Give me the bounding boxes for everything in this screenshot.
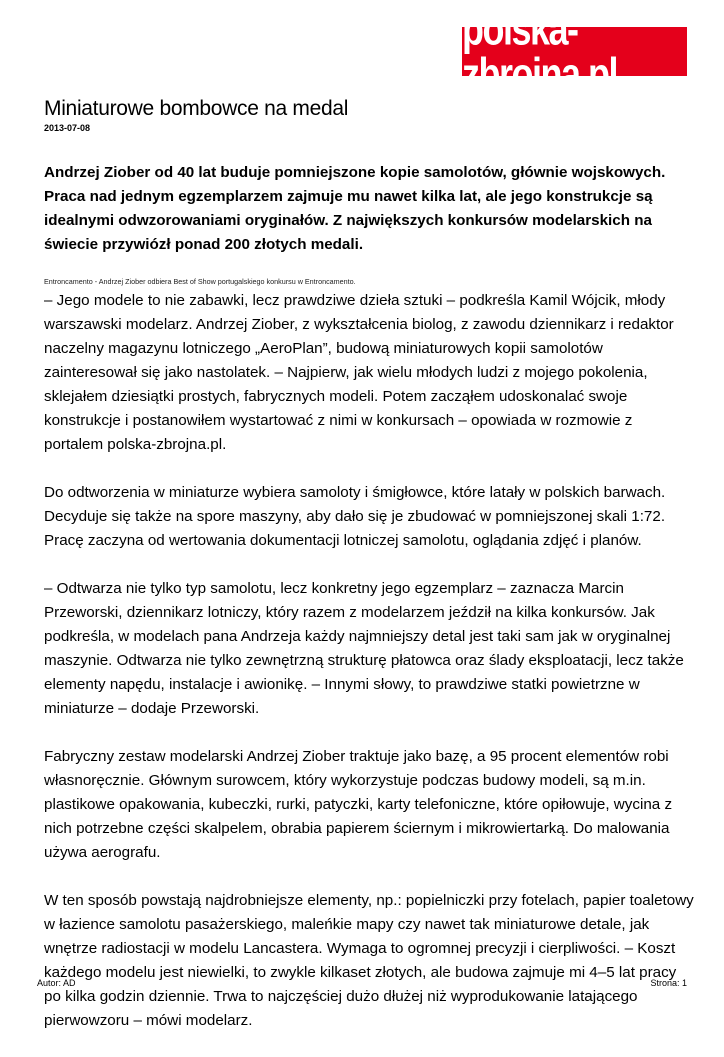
article-paragraph: W ten sposób powstają najdrobniejsze elementy, np.: popielniczki przy fotelach, papier toaletowy w łazience samolotu pasażerskiego, maleńkie mapy czy nawet tak miniaturowe detale, jak wnętrze radiostacji w modelu Lancastera. Wymaga to ogromnej precyzji i cierpliwości. – Koszt każdego modelu jest niewielki, to zwykle kilkaset złotych, ale budowa zajmuje mi 4–5 lat pracy po kilka godzin dziennie. Trwa to najczęściej dużo dłużej niż wyprodukowanie latającego pierwowzoru – mówi modelarz. <box>44 892 694 1029</box>
article-paragraph: Do odtworzenia w miniaturze wybiera samoloty i śmigłowce, które latały w polskich barwach. Decyduje się także na spore maszyny, aby dało się je zbudować w pomniejszonej skali 1:72. Pracę zaczyna od wertowania dokumentacji lotniczej samolotu, oglądania zdjęć i planów. <box>44 484 666 549</box>
site-logo-text: polska-zbrojna.pl <box>462 2 617 99</box>
article-paragraph: Fabryczny zestaw modelarski Andrzej Ziober traktuje jako bazę, a 95 procent elementów robi własnoręcznie. Głównym surowcem, który wykorzystuje podczas budowy modeli, są m.in. plastikowe opakowania, kubeczki, rurki, patyczki, karty telefoniczne, które opiłowuje, wycina z nich potrzebne części skalpelem, obrabia papierem ściernym i mikrowiertarką. Do malowania używa aerografu. <box>44 748 673 861</box>
article-lead: Andrzej Ziober od 40 lat buduje pomniejszone kopie samolotów, głównie wojskowych. Praca nad jednym egzemplarzem zajmuje mu nawet kilka lat, ale jego konstrukcje są idealnymi odwzorowaniami oryginałów. Z największych konkursów modelarskich na świecie przywiózł ponad 200 złotych medali. <box>44 164 666 253</box>
site-logo[interactable] <box>462 2 687 99</box>
footer-page-number: Strona: 1 <box>650 978 687 988</box>
article-body <box>44 289 694 1057</box>
footer-author: Autor: AD <box>37 978 76 988</box>
article-date: 2013-07-08 <box>44 123 91 133</box>
article-paragraph: – Jego modele to nie zabawki, lecz prawdziwe dzieła sztuki – podkreśla Kamil Wójcik, młody warszawski modelarz. Andrzej Ziober, z wykształcenia biolog, z zawodu dziennikarz i redaktor naczelny magazynu lotniczego „AeroPlan”, budową miniaturowych kopii samolotów zainteresował się jako nastolatek. – Najpierw, jak wielu młodych ludzi z mojego pokolenia, sklejałem dziesiątki prostych, fabrycznych modeli. Potem zacząłem udoskonalać swoje konstrukcje i postanowiłem wystartować z nimi w konkursach – opowiada w rozmowie z portalem polska-zbrojna.pl. <box>44 292 674 453</box>
article-title: Miniaturowe bombowce na medal <box>44 97 349 120</box>
article-paragraph: – Odtwarza nie tylko typ samolotu, lecz konkretny jego egzemplarz – zaznacza Marcin Przeworski, dziennikarz lotniczy, który razem z modelarzem jeździł na kilka konkursów. Jak podkreśla, w modelach pana Andrzeja każdy najmniejszy detal jest taki sam jak w oryginalnej maszynie. Odtwarza nie tylko zewnętrzną strukturę płatowca oraz ślady eksploatacji, lecz także elementy napędu, instalacje i awionikę. – Innymi słowy, to prawdziwe statki powietrzne w miniaturze – dodaje Przeworski. <box>44 580 684 717</box>
photo-caption: Entroncamento - Andrzej Ziober odbiera Best of Show portugalskiego konkursu w Entroncamento. <box>44 277 356 286</box>
